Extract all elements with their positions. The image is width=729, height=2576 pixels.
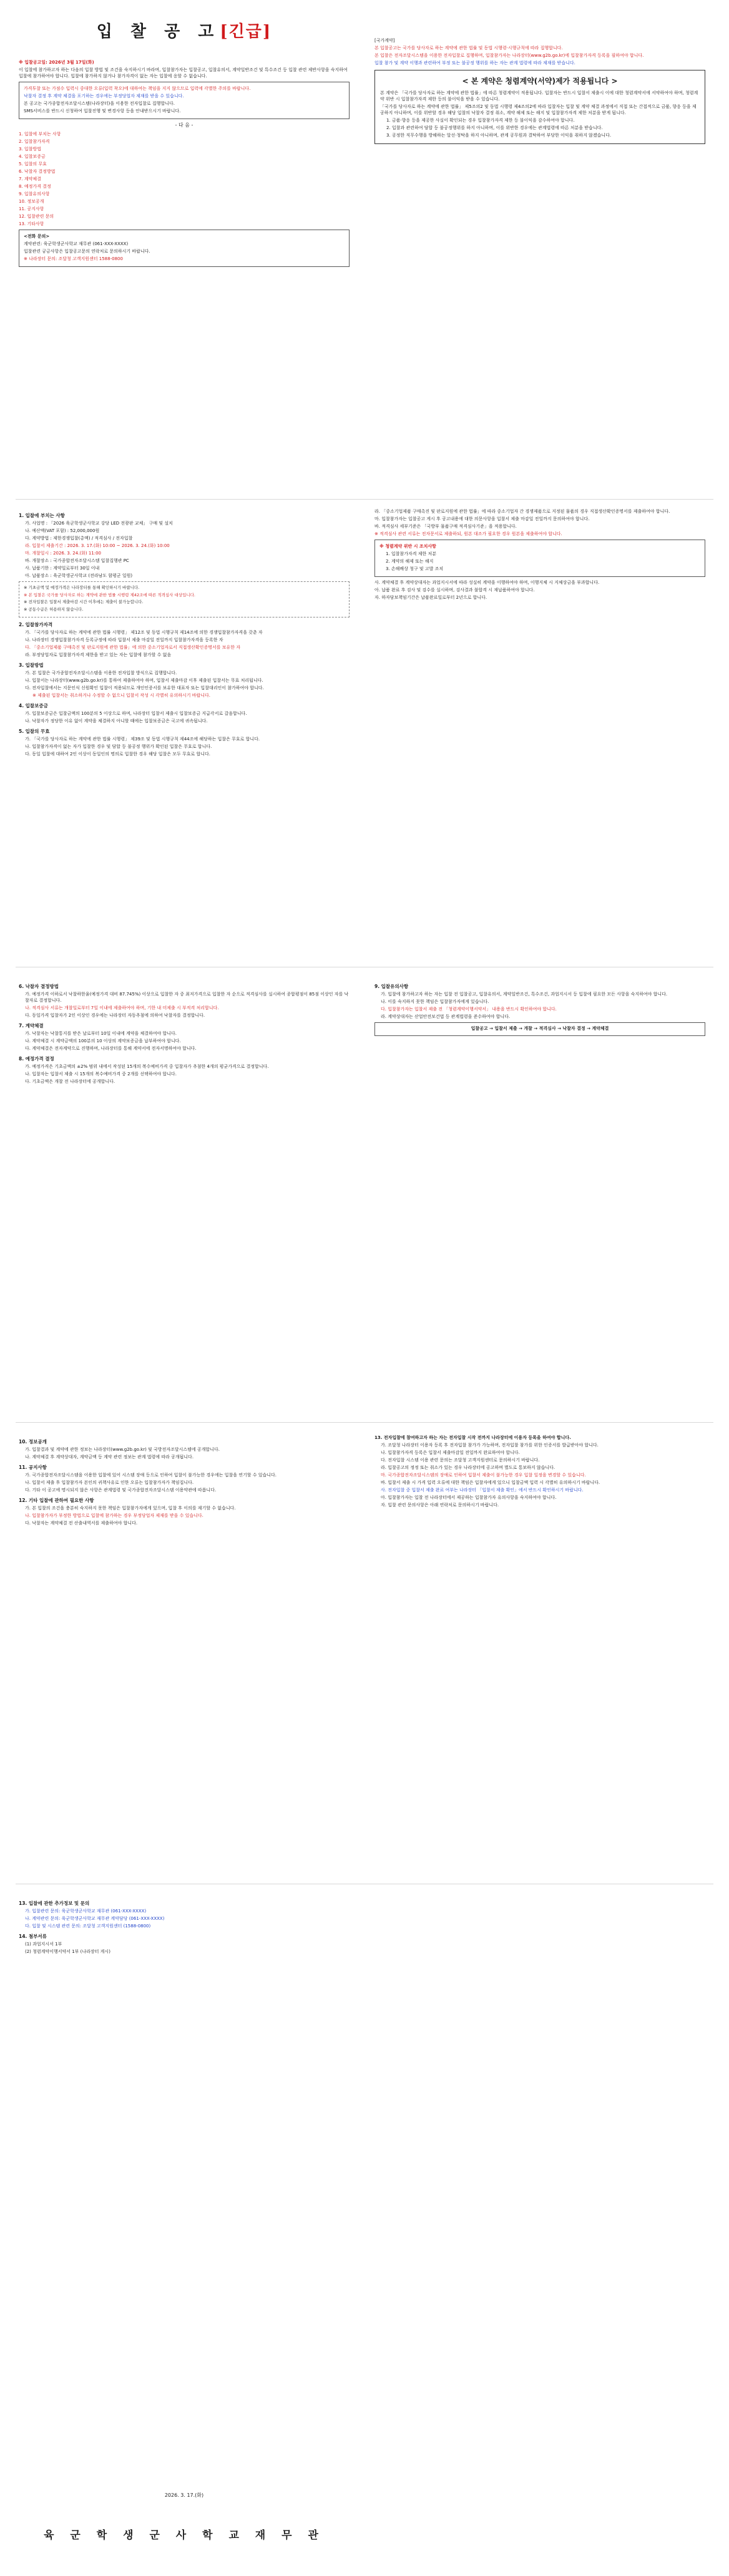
section-row: 가. 낙찰자는 낙찰통지를 받은 날로부터 10일 이내에 계약을 체결하여야 합니다. xyxy=(25,1031,177,1036)
right-paragraph: 바. 적격심사 세부기준은 「국방부 물품구매 적격심사기준」을 적용합니다. xyxy=(374,524,517,529)
section-heading: 3. 입찰방법 xyxy=(19,662,44,668)
contents-item: 6. 낙찰자 결정방법 xyxy=(19,169,56,174)
contact-line: 계약관련: 육군학생군사학교 재무관 (061-XXX-XXXX) xyxy=(24,241,129,246)
section-row: 가. 입찰에 참가하고자 하는 자는 입찰 전 입찰공고, 입찰유의서, 계약일반조건, 특수조건, 과업지시서 등 입찰에 필요한 모든 사항을 숙지하여야 합니다. xyxy=(381,992,668,997)
section-row: (1) 과업지시서 1부 xyxy=(25,1942,62,1947)
section-row: 나. 적격심사 서류는 개찰일로부터 7일 이내에 제출하여야 하며, 기한 내 미제출 시 부적격 처리합니다. xyxy=(25,1005,219,1010)
section-row: 라. 계약상대자는 산업안전보건법 등 관계법령을 준수하여야 합니다. xyxy=(381,1014,511,1019)
right-paragraph: 라. 입찰공고의 정정 또는 취소가 있는 경우 나라장터에 공고하며 별도로 통보하지 않습니다. xyxy=(381,1465,555,1470)
section-heading: 2. 입찰참가자격 xyxy=(19,622,53,627)
section-row: 다. 「중소기업제품 구매촉진 및 판로지원에 관한 법률」에 의한 중소기업자로서 직접생산확인증명서를 보유한 자 xyxy=(25,645,240,650)
warning-box xyxy=(19,82,350,119)
integrity-paragraph: 본 계약은 「국가를 당사자로 하는 계약에 관한 법률」에 따른 청렴계약이 적용됩니다. 입찰자는 반드시 입찰서 제출시 이에 대한 청렴계약서에 서약하여야 하며, 청렴계약 위반 시 입찰참가자격 제한 등의 불이익을 받을 수 있습니다. xyxy=(380,90,698,102)
left-column-lower xyxy=(19,979,350,1086)
right-paragraph: 아. 입찰참가자는 입찰 전 나라장터에서 제공하는 입찰참가자 유의사항을 숙지하여야 합니다. xyxy=(381,1495,557,1500)
caution-line: ※ 제출된 입찰서는 취소하거나 수정할 수 없으니 입찰서 작성 시 각별히 유의하시기 바랍니다. xyxy=(32,693,210,698)
section-row: 나. 입찰자는 입찰서 제출 시 15개의 복수예비가격 중 2개를 선택하여야 합니다. xyxy=(25,1072,177,1077)
section-row: 가. 입찰보증금은 입찰금액의 100분의 5 이상으로 하며, 나라장터 입찰서 제출시 입찰보증금 지급각서로 갈음합니다. xyxy=(25,711,247,716)
process-flow: 입찰공고 → 입찰서 제출 → 개찰 → 적격심사 → 낙찰자 결정 → 계약체결 xyxy=(471,1026,609,1031)
section-row: 나. 예산액(VAT 포함) : 52,000,000원 xyxy=(25,528,100,533)
contact-box xyxy=(19,230,350,267)
right-column-lower-a xyxy=(374,979,705,1039)
section-row: 나. 계약체결 시 계약금액의 100분의 10 이상의 계약보증금을 납부하여야 합니다. xyxy=(25,1039,181,1043)
section-row: 나. 입찰참가자가 부정한 방법으로 입찰에 참가하는 경우 부정당업자 제재를 받을 수 있습니다. xyxy=(25,1513,203,1518)
right-paragraph: 나. 입찰참가자격 등록은 입찰서 제출마감일 전일까지 완료하여야 합니다. xyxy=(381,1450,520,1455)
section-row: 나. 입찰참가자격이 없는 자가 입찰한 경우 및 담합 등 불공정 행위가 확인된 입찰은 무효로 합니다. xyxy=(25,744,212,749)
section-row: 다. 전자입찰에서는 지문인식 신원확인 입찰이 적용되므로 개인인증서를 보유한 대표자 또는 입찰대리인이 참가하여야 합니다. xyxy=(25,685,264,690)
section-row: 가. 본 입찰은 국가종합전자조달시스템을 이용한 전자입찰 방식으로 집행합니다. xyxy=(25,671,177,675)
section-heading: 5. 입찰의 무효 xyxy=(19,729,50,734)
section-row: 나. 입찰서는 나라장터(www.g2b.go.kr)를 통하여 제출하여야 하며, 입찰서 제출마감 이후 제출된 입찰서는 무효 처리됩니다. xyxy=(25,678,263,683)
contents-item: 12. 입찰관련 문의 xyxy=(19,214,54,219)
notice-date: ※ 입찰공고일: 2026년 3월 17일(화) xyxy=(19,60,94,65)
note-line: ※ 기초금액 및 예정가격은 나라장터를 통해 확인하시기 바랍니다. xyxy=(24,585,140,590)
bullet-item: 본 입찰공고는 국가를 당사자로 하는 계약에 관한 법률 및 동법 시행령·시행규칙에 따라 집행합니다. xyxy=(374,46,563,51)
section-row: 나. 계약체결 후 계약상대자, 계약금액 등 계약 관련 정보는 관계 법령에 따라 공개됩니다. xyxy=(25,1455,194,1460)
contents-item: 7. 계약체결 xyxy=(19,177,41,182)
section-row: 다. 기타 이 공고에 명시되지 않은 사항은 관계법령 및 국가종합전자조달시스템 이용약관에 따릅니다. xyxy=(25,1488,217,1493)
warning-line: SMS서비스를 반드시 신청하여 입찰진행 및 변경사항 등을 안내받으시기 바랍니다. xyxy=(24,109,181,114)
right-paragraph: 자. 하자담보책임기간은 납품완료일로부터 2년으로 합니다. xyxy=(374,595,487,600)
contents-item: 10. 정보공개 xyxy=(19,199,44,204)
footer-organization: 육 군 학 생 군 사 학 교 재 무 관 xyxy=(44,2529,325,2542)
contents-item: 3. 입찰방법 xyxy=(19,147,41,152)
urgent-badge: [긴급] xyxy=(220,22,272,41)
warning-line: 낙찰자 결정 후 계약 체결을 포기하는 경우에는 부정당업자 제재를 받을 수 있습니다. xyxy=(24,94,184,99)
section-row: 가. 입찰결과 및 계약에 관한 정보는 나라장터(www.g2b.go.kr) 및 국방전자조달시스템에 공개합니다. xyxy=(25,1447,220,1452)
left-column-middle xyxy=(19,508,350,758)
section-heading: 10. 정보공개 xyxy=(19,1439,47,1445)
bullet-item: 입찰 참가 및 계약 이행과 관련하여 부정 또는 불공정 행위를 하는 자는 관계 법령에 따라 제재를 받습니다. xyxy=(374,61,575,65)
section-row: 아. 납품장소 : 육군학생군사학교 (전라남도 함평군 일원) xyxy=(25,573,133,578)
section-heading: 7. 계약체결 xyxy=(19,1023,44,1029)
right-column-bottom xyxy=(374,1435,705,1509)
section-row: 다. 계약체결은 전자계약으로 진행하며, 나라장터를 통해 계약서에 전자서명하여야 합니다. xyxy=(25,1046,197,1051)
section-heading: 14. 첨부서류 xyxy=(19,1934,47,1939)
section-heading: 13. 입찰에 관한 추가정보 및 문의 xyxy=(19,1901,90,1906)
right-paragraph: 자. 입찰 관련 문의사항은 아래 연락처로 문의하시기 바랍니다. xyxy=(381,1503,499,1508)
section-row: 가. 예정가격 이하로서 낙찰하한율(예정가격 대비 87.745%) 이상으로 입찰한 자 중 최저가격으로 입찰한 자 순으로 적격심사를 실시하여 종합평점이 85점 이상인 자를 낙찰자로 결정합니다. xyxy=(25,992,349,1003)
section-caption: [국가계약] xyxy=(374,38,395,43)
section-row: 다. 기초금액은 개찰 전 나라장터에 공개합니다. xyxy=(25,1079,115,1084)
section-row: 가. 예정가격은 기초금액의 ±2% 범위 내에서 작성된 15개의 복수예비가격 중 입찰자가 추첨한 4개의 평균가격으로 결정합니다. xyxy=(25,1064,269,1069)
section-heading: 12. 기타 입찰에 관하여 필요한 사항 xyxy=(19,1498,94,1503)
integrity-paragraph: 3. 공정한 직무수행을 방해하는 알선·청탁을 하지 아니하며, 관계 공무원과 결탁하여 부당한 이익을 취하지 않겠습니다. xyxy=(386,133,612,138)
section-row: 가. 본 입찰의 조건을 충분히 숙지하지 못한 책임은 입찰참가자에게 있으며, 입찰 후 이의를 제기할 수 없습니다. xyxy=(25,1506,236,1511)
title-block xyxy=(19,19,350,42)
note-line: ※ 본 입찰은 국가를 당사자로 하는 계약에 관한 법률 시행령 제42조에 따른 적격심사 대상입니다. xyxy=(24,592,195,598)
section-row: 바. 개찰장소 : 국가종합전자조달시스템 입찰집행관 PC xyxy=(25,558,129,563)
integrity-paragraph: 1. 금품·향응 등을 제공한 사실이 확인되는 경우 입찰참가자격 제한 등 불이익을 감수하여야 합니다. xyxy=(386,118,575,123)
right-paragraph: 마. 국가종합전자조달시스템의 장애로 인하여 입찰서 제출이 불가능한 경우 입찰 일정을 변경할 수 있습니다. xyxy=(381,1473,586,1478)
note-line: ※ 공동수급은 허용하지 않습니다. xyxy=(24,606,84,612)
right-paragraph: 사. 전자입찰 중 입찰서 제출 완료 여부는 나라장터 「입찰서 제출 확인」에서 반드시 확인하시기 바랍니다. xyxy=(381,1488,584,1493)
violation-box xyxy=(374,540,705,577)
section-row: 나. 낙찰자가 정당한 이유 없이 계약을 체결하지 아니할 때에는 입찰보증금은 국고에 귀속됩니다. xyxy=(25,719,208,724)
footer-date: 2026. 3. 17.(화) xyxy=(164,2492,204,2498)
section-row: 다. 낙찰자는 계약체결 전 산출내역서를 제출하여야 합니다. xyxy=(25,1521,138,1526)
contact-line: <전화 문의> xyxy=(24,234,50,239)
violation-row: 1. 입찰참가자격 제한 처분 xyxy=(386,551,436,556)
process-box xyxy=(374,1022,705,1036)
intro-paragraph: 이 입찰에 참가하고자 하는 다음의 입찰 방법 및 조건을 숙지하시기 바라며, 입찰참가자는 입찰공고, 입찰유의서, 계약일반조건 및 특수조건 등 입찰 관련 제반사항을 숙지하여 입찰에 참가하여야 합니다. 입찰에 참가하지 않거나 참가자격이 없는 자는 입찰에 응할 수 없습니다. xyxy=(19,67,348,79)
contents-item: 4. 입찰보증금 xyxy=(19,154,46,159)
left-column-top xyxy=(19,59,350,269)
section-row: 다. 동일가격 입찰자가 2인 이상인 경우에는 나라장터 자동추첨에 의하여 낙찰자를 결정합니다. xyxy=(25,1013,205,1018)
section-row: 다. 입찰 및 시스템 관련 문의: 조달청 고객지원센터 (1588-0800) xyxy=(25,1924,151,1929)
section-row: 가. 「국가를 당사자로 하는 계약에 관한 법률 시행령」 제39조 및 동법 시행규칙 제44조에 해당하는 입찰은 무효로 합니다. xyxy=(25,737,260,742)
right-paragraph: 가. 조달청 나라장터 이용자 등록 후 전자입찰 참가가 가능하며, 전자입찰 참가를 위한 인증서를 발급받아야 합니다. xyxy=(381,1443,599,1448)
contents-item: 13. 기타사항 xyxy=(19,221,44,226)
note-line: ※ 전자입찰은 입찰서 제출마감 시간 이후에는 제출이 불가능합니다. xyxy=(24,599,144,604)
contents-list xyxy=(19,131,350,227)
contents-item: 5. 입찰의 무효 xyxy=(19,162,47,167)
section-row: 가. 사업명 : 「2026 육군학생군사학교 강당 LED 전광판 교체」 구매 및 설치 xyxy=(25,521,173,526)
violation-row: 3. 손해배상 청구 및 고발 조치 xyxy=(386,566,444,571)
integrity-notice-title: < 본 계약은 청렴계약(서약)제가 적용됩니다 > xyxy=(462,77,618,85)
section-heading: 6. 낙찰자 결정방법 xyxy=(19,984,59,989)
page-title xyxy=(19,19,350,42)
right-paragraph: 13. 전자입찰에 참여하고자 하는 자는 전자입찰 시작 전까지 나라장터에 이용자 등록을 하여야 합니다. xyxy=(374,1435,571,1440)
contents-item: 9. 입찰유의사항 xyxy=(19,191,50,196)
title-text: 입 찰 공 고 xyxy=(96,22,220,41)
section-row: 라. 부정당업자로 입찰참가자격 제한을 받고 있는 자는 입찰에 참가할 수 없음 xyxy=(25,652,172,657)
section-heading: 9. 입찰유의사항 xyxy=(374,984,409,989)
right-paragraph: 마. 입찰참가자는 입찰공고 게시 후 공고내용에 대한 의문사항을 입찰서 제출 마감일 전일까지 문의하여야 합니다. xyxy=(374,516,590,521)
section-row: 나. 계약관련 문의: 육군학생군사학교 재무관 계약담당 (061-XXX-XXXX) xyxy=(25,1916,165,1921)
section-row: 사. 납품기한 : 계약일로부터 30일 이내 xyxy=(25,566,100,571)
bullet-item: 본 입찰은 전자조달시스템을 이용한 전자입찰로 집행하며, 입찰참가자는 나라장터(www.g2b.go.kr)에 입찰참가자격 등록을 필하여야 합니다. xyxy=(374,53,644,58)
section-heading: 1. 입찰에 부치는 사항 xyxy=(19,513,65,518)
section-row: 다. 동일 입찰에 대하여 2인 이상이 동일인의 명의로 입찰한 경우 해당 입찰은 모두 무효로 합니다. xyxy=(25,752,211,757)
section-row: 라. 입찰서 제출기간 : 2026. 3. 17.(화) 10:00 ~ 2026. 3. 24.(화) 10:00 xyxy=(25,543,170,548)
right-column-top xyxy=(374,37,705,148)
integrity-notice-box xyxy=(374,70,705,144)
section-13 xyxy=(19,1896,350,1956)
right-paragraph: 사. 계약체결 후 계약상대자는 과업지시서에 따라 성실히 계약을 이행하여야 하며, 이행지체 시 지체상금을 부과합니다. xyxy=(374,580,600,585)
section-row: 나. 이를 숙지하지 못한 책임은 입찰참가자에게 있습니다. xyxy=(381,999,489,1004)
section-row: 다. 계약방법 : 제한경쟁입찰(총액) / 적격심사 / 전자입찰 xyxy=(25,536,133,541)
section-row: 마. 개찰일시 : 2026. 3. 24.(화) 11:00 xyxy=(25,551,101,556)
section-row: 다. 입찰참가자는 입찰서 제출 전 「청렴계약이행서약서」 내용을 반드시 확인하여야 합니다. xyxy=(381,1007,557,1012)
contact-line: 입찰관련 궁금사항은 입찰공고문의 연락처로 문의하시기 바랍니다. xyxy=(24,249,150,254)
integrity-paragraph: 2. 입찰과 관련하여 담합 등 불공정행위를 하지 아니하며, 이를 위반한 경우에는 관계법령에 따른 처분을 받습니다. xyxy=(386,125,603,130)
warning-line: 가격투찰 또는 가점수 입력시 중대한 오류(입력 착오)에 대하여는 책임을 지지 않으므로 입력에 각별한 주의를 바랍니다. xyxy=(24,86,251,91)
section-row: 가. 「국가를 당사자로 하는 계약에 관한 법률 시행령」 제12조 및 동법 시행규칙 제14조에 의한 경쟁입찰참가자격을 갖춘 자 xyxy=(25,630,263,635)
section-heading: 8. 예정가격 결정 xyxy=(19,1056,54,1062)
warning-line: 본 공고는 국가종합전자조달시스템(나라장터)을 이용한 전자입찰로 집행합니다. xyxy=(24,101,175,106)
contents-item: 2. 입찰참가자격 xyxy=(19,139,50,144)
section-notes-box xyxy=(19,581,350,617)
section-row: 나. 나라장터 경쟁입찰참가자격 등록규정에 따라 입찰서 제출 마감일 전일까지 입찰참가자격을 등록한 자 xyxy=(25,637,223,642)
contents-item: 8. 예정가격 결정 xyxy=(19,184,51,189)
violation-row: 2. 계약의 해제 또는 해지 xyxy=(386,559,434,564)
right-paragraph: 아. 납품 완료 후 검사 및 검수를 실시하며, 검사결과 불합격 시 재납품하여야 합니다. xyxy=(374,588,535,593)
section-divider xyxy=(16,1422,713,1423)
section-row: 가. 입찰관련 문의: 육군학생군사학교 재무관 (061-XXX-XXXX) xyxy=(25,1909,147,1914)
section-row: 가. 국가종합전자조달시스템을 이용한 입찰에 있어 시스템 장애 등으로 인하여 입찰이 불가능한 경우에는 입찰을 연기할 수 있습니다. xyxy=(25,1473,276,1478)
right-paragraph: 라. 「중소기업제품 구매촉진 및 판로지원에 관한 법률」에 따라 중소기업자 간 경쟁제품으로 지정된 물품의 경우 직접생산확인증명서를 제출하여야 합니다. xyxy=(374,509,670,514)
left-column-bottom xyxy=(19,1435,350,1528)
contents-item: 11. 공지사항 xyxy=(19,206,44,211)
section-row: (2) 청렴계약이행서약서 1부 (나라장터 게시) xyxy=(25,1949,110,1954)
contents-heading: - 다 음 - xyxy=(175,122,193,128)
section-row: 나. 입찰서 제출 후 입찰참가자 본인의 귀책사유로 인한 오류는 입찰참가자가 책임집니다. xyxy=(25,1480,194,1485)
right-column-middle xyxy=(374,508,705,602)
right-paragraph: 다. 전자입찰 시스템 이용 관련 문의는 조달청 고객지원센터로 문의하시기 바랍니다. xyxy=(381,1458,540,1463)
right-paragraph: 바. 입찰서 제출 시 가격 입력 오류에 대한 책임은 입찰자에게 있으니 입찰금액 입력 시 각별히 유의하시기 바랍니다. xyxy=(381,1480,600,1485)
violation-title: ※ 청렴계약 위반 시 조치사항 xyxy=(379,544,436,549)
right-paragraph: ※ 적격심사 관련 서류는 전자문서로 제출하되, 원본 대조가 필요한 경우 원본을 제출하여야 합니다. xyxy=(374,531,562,536)
section-heading: 4. 입찰보증금 xyxy=(19,703,48,709)
contact-line: ※ 나라장터 문의: 조달청 고객지원센터 1588-0800 xyxy=(24,256,123,261)
section-heading: 11. 공지사항 xyxy=(19,1465,47,1470)
integrity-paragraph: 「국가를 당사자로 하는 계약에 관한 법률」 제5조의2 및 동법 시행령 제4조의2에 따라 입찰자는 입찰 및 계약 체결 과정에서 직접 또는 간접적으로 금품, 향응 등을 제공하지 아니하며, 이를 위반할 경우 해당 입찰의 낙찰자 결정 취소, 계약 해제 또는 해지 및 입찰참가자격 제한 처분을 받게 됩니다. xyxy=(380,104,697,115)
contents-item: 1. 입찰에 부치는 사항 xyxy=(19,132,61,137)
section-divider xyxy=(16,499,713,500)
